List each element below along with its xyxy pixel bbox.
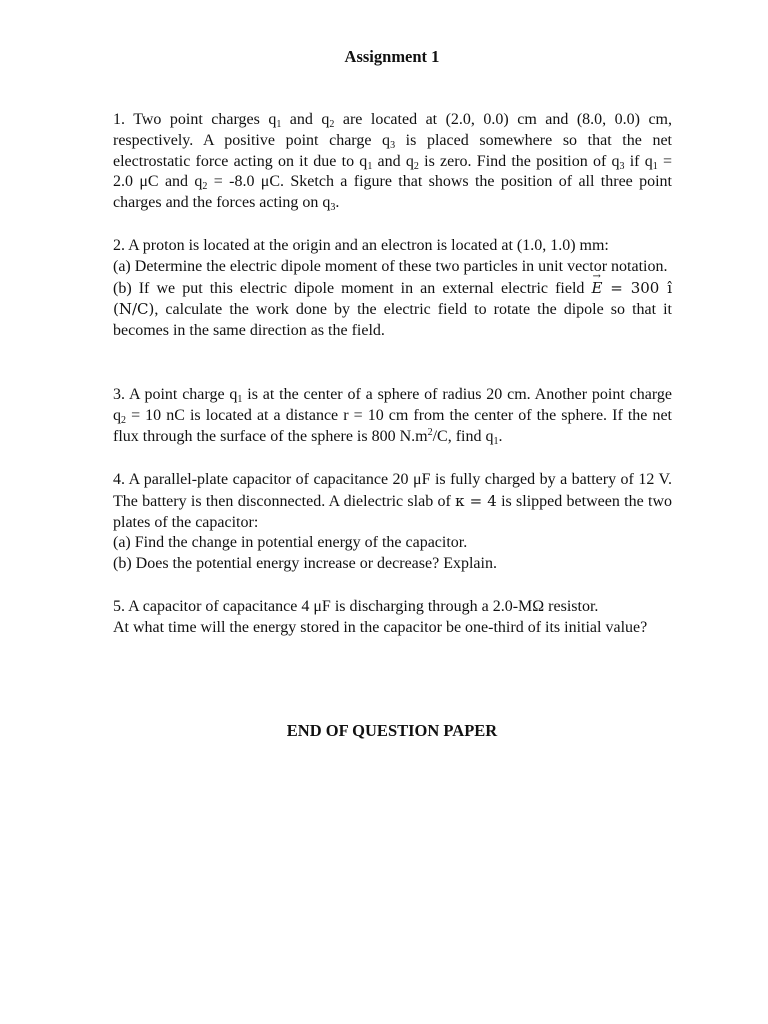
question-5: [113, 597, 672, 639]
question-3: [113, 385, 672, 447]
question-1-text: 1. Two point charges $q_1$ and $q_2$ are located at (2.0, 0.0) cm and (8.0, 0.0) cm, respectively. A positive point charge $q_3$ is placed somewhere so that the net electrostatic force acting on it due to $q_1$ and $q_2$ is zero. Find the position of $q_3$ if $q_1 = 2.0$ μC and $q_2 = -8.0$ μC. Sketch a figure that shows the position of all three point charges and the forces acting on $q_3$.: [113, 111, 673, 214]
question-4-part-a: (a) Find the change in potential energy of the capacitor.: [113, 534, 468, 552]
question-2-part-b: (b) If we put this electric dipole moment in an external electric field → E = 300 î (N/C), calculate the work done by the electric field to rotate the dipole so that it becomes in the same direction as the field.: [113, 278, 672, 342]
end-of-paper: END OF QUESTION PAPER: [286, 721, 498, 740]
question-4-text: 4. A parallel-plate capacitor of capacitance 20 μF is fully charged by a battery of 12 V. The battery is then disconnected. A dielectric slab of κ = 4 is slipped between the two plates of the capacitor:: [113, 471, 672, 531]
question-3-text: 3. A point charge $q_1$ is at the center of a sphere of radius 20 cm. Another point charge $q_2 = 10$ nC is located at a distance r = 10 cm from the center of the sphere. If the net flux through the surface of the sphere is 800 $N.m^2/C$, find $q_1$.: [113, 386, 672, 447]
question-4-part-b: (b) Does the potential energy increase or decrease? Explain.: [113, 555, 497, 573]
question-4: [113, 470, 672, 575]
question-5-line-2: At what time will the energy stored in the capacitor be one-third of its initial value?: [113, 618, 648, 636]
question-2-part-a: (a) Determine the electric dipole moment of these two particles in unit vector notation.: [113, 257, 668, 275]
question-5-line-1: 5. A capacitor of capacitance 4 μF is discharging through a 2.0-MΩ resistor.: [113, 598, 599, 615]
page-title: Assignment 1: [344, 47, 440, 66]
kappa-value: κ = 4: [455, 491, 497, 510]
question-1: [113, 110, 672, 214]
question-2-intro: 2. A proton is located at the origin and an electron is located at (1.0, 1.0) mm:: [113, 237, 609, 254]
question-2: [113, 236, 672, 342]
electric-field-equation: → E = 300 î (N/C): [113, 279, 672, 319]
